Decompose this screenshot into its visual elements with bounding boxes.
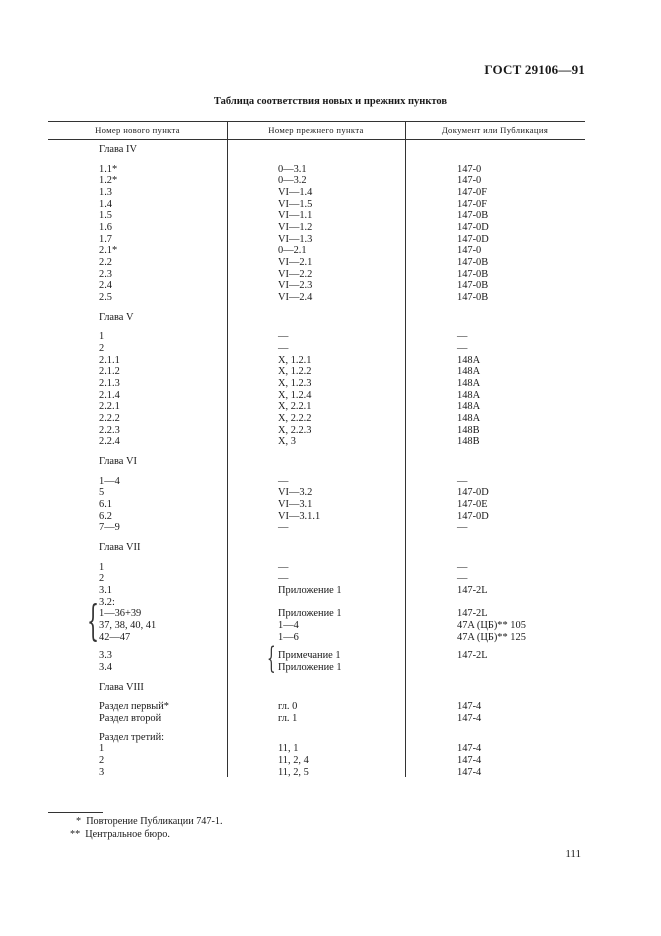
cell-new-number: 1—4 [99,475,120,487]
cell-document: 147-0B [457,292,489,304]
cell-old-number: VI—1.5 [278,198,313,210]
cell-old-number: VI—2.4 [278,292,313,304]
chapter-heading-row [0,681,661,695]
cell-old-number: VI—2.3 [278,280,313,292]
cell-document: 148A [457,378,481,389]
cell-new-number: 2.2.3 [99,424,120,436]
cell-new-number: 1.7 [99,233,112,245]
table-row [0,331,661,343]
cell-new-number: Глава VIII [99,681,144,693]
cell-document: 148A [457,389,481,401]
table-row [0,701,661,713]
cell-old-number: VI—3.2 [278,487,313,499]
cell-document: 147-0E [457,499,488,510]
table-row [0,662,661,674]
cell-old-number: 0—3.2 [278,175,307,187]
table-row [0,562,661,574]
cell-document: 148A [457,413,481,425]
cell-old-number: 11, 2, 5 [278,766,309,778]
table-row [0,585,661,597]
cell-document: 147-4 [457,766,482,778]
table-row [0,499,661,511]
cell-new-number: 2 [99,342,105,354]
cell-old-number: VI—1.3 [278,233,313,245]
cell-new-number: 1.2* [99,175,118,187]
cell-document: 147-4 [457,755,482,766]
table-row [0,222,661,234]
cell-new-number: 1.5 [99,210,112,222]
cell-old-number: — [278,475,289,487]
cell-old-number: VI—1.1 [278,210,313,222]
cell-old-number: X, 2.2.2 [278,413,312,425]
table-row [0,210,661,222]
cell-new-number: 2 [99,755,105,766]
cell-document: — [457,342,468,354]
cell-document: 147-0F [457,198,488,210]
cell-document: — [457,561,468,573]
cell-old-number: — [278,522,289,534]
chapter-heading-row [0,311,661,325]
cell-old-number: X, 1.2.4 [278,389,312,401]
cell-new-number: Раздел третий: [99,731,165,743]
cell-new-number: 37, 38, 40, 41 [99,620,157,631]
cell-document: 147-0D [457,221,489,233]
cell-new-number: 2.2 [99,257,112,268]
table-row [0,522,661,534]
cell-new-number: 2.2.2 [99,413,120,425]
table-row [0,425,661,437]
cell-old-number: VI—1.2 [278,221,313,233]
brace-middle-group: { [267,641,276,676]
cell-document: — [457,331,468,343]
cell-document: 147-0 [457,175,482,187]
row-spacer [0,725,661,732]
cell-new-number: 1.4 [99,198,112,210]
cell-new-number: Глава VI [99,456,137,468]
cell-old-number: гл. 1 [278,712,298,724]
table-row [0,413,661,425]
cell-document: 148B [457,424,480,436]
cell-new-number: 2.1.4 [99,389,120,401]
table-row [0,713,661,725]
cell-old-number: VI—3.1 [278,499,313,510]
cell-old-number: — [278,561,289,573]
table-body [0,143,661,778]
cell-new-number: 7—9 [99,522,120,534]
cell-document: 148A [457,401,481,413]
table-row [0,608,661,620]
cell-new-number: 6.1 [99,499,112,510]
cell-new-number: Раздел первый* [99,701,169,713]
row-spacer [0,324,661,331]
cell-document: 147-4 [457,743,482,755]
cell-document: 148A [457,354,481,366]
table-row [0,280,661,292]
cell-new-number: Глава V [99,311,134,323]
cell-old-number: — [278,573,289,585]
cell-old-number: VI—2.2 [278,268,313,280]
cell-document: 148A [457,366,481,378]
cell-old-number: 0—2.1 [278,245,307,257]
cell-old-number: гл. 0 [278,701,298,713]
cell-new-number: 1 [99,561,105,573]
cell-old-number: 11, 1 [278,743,299,755]
table-row [0,650,661,662]
cell-document: 147-4 [457,701,482,713]
cell-new-number: 3.2: [99,596,115,608]
cell-document: 147-0 [457,245,482,257]
table-row [0,767,661,779]
cell-new-number: 2.1.2 [99,366,120,378]
row-spacer [0,674,661,681]
cell-new-number: 1 [99,743,105,755]
row-spacer [0,534,661,541]
table-row [0,743,661,755]
cell-old-number: VI—2.1 [278,257,313,268]
cell-document: 147-0F [457,186,488,198]
cell-document: — [457,475,468,487]
cell-document: 147-4 [457,712,482,724]
table-row [0,487,661,499]
cell-old-number: Приложение 1 [278,662,342,674]
cell-old-number: — [278,331,289,343]
page-number: 111 [565,848,581,860]
cell-document: 147-0D [457,510,489,522]
cell-new-number: 5 [99,487,105,499]
table-row [0,511,661,523]
cell-old-number: X, 2.2.3 [278,424,312,436]
cell-old-number: 1—6 [278,631,299,643]
cell-new-number: 2.4 [99,280,112,292]
cell-document: — [457,522,468,534]
footnote-rule [48,812,103,813]
table-row [0,632,661,644]
cell-old-number: X, 2.2.1 [278,401,312,413]
table-row [0,620,661,632]
table-title: Таблица соответствия новых и прежних пунктов [213,96,448,107]
table-row [0,257,661,269]
standard-code: ГОСТ 29106—91 [484,62,585,77]
cell-new-number: Глава IV [99,144,137,155]
table-row [0,390,661,402]
cell-new-number: 2.2.1 [99,401,120,413]
cell-new-number: 3.1 [99,584,112,596]
row-spacer [0,304,661,311]
table-row [0,732,661,744]
cell-new-number: 2.1* [99,245,118,257]
cell-old-number: — [278,342,289,354]
table-row [0,401,661,413]
cell-new-number: 2.3 [99,268,112,280]
cell-new-number: 6.2 [99,510,112,522]
table-row [0,597,661,609]
footnote-2 [70,829,170,840]
column-header-document: Документ или Публикация [441,125,549,135]
table-row [0,476,661,488]
cell-document: 147-0D [457,233,489,245]
cell-old-number: X, 1.2.2 [278,366,312,378]
cell-new-number: 3.3 [99,650,112,662]
cell-old-number: X, 1.2.1 [278,354,312,366]
cell-new-number: 1.6 [99,221,112,233]
table-row [0,199,661,211]
table-row [0,755,661,767]
table-row [0,175,661,187]
table-row [0,245,661,257]
cell-old-number: Приложение 1 [278,608,342,620]
cell-new-number: 2.1.1 [99,354,120,366]
table-header-rule [48,139,585,140]
cell-old-number: X, 1.2.3 [278,378,312,389]
chapter-heading-row [0,541,661,555]
cell-document: 47A (ЦБ)** 125 [457,631,526,643]
cell-old-number: Приложение 1 [278,584,342,596]
cell-old-number: VI—1.4 [278,186,313,198]
cell-old-number: Примечание 1 [278,650,341,662]
table-row [0,269,661,281]
cell-new-number: 2 [99,573,105,585]
table-row [0,573,661,585]
table-row [0,355,661,367]
row-spacer [0,643,661,650]
cell-new-number: 3.4 [99,662,112,674]
cell-document: 147-2L [457,650,488,662]
cell-old-number: 11, 2, 4 [278,755,309,766]
row-spacer [0,555,661,562]
row-spacer [0,694,661,701]
cell-document: 147-2L [457,608,488,620]
cell-document: 147-0B [457,210,489,222]
cell-new-number: 1—36+39 [99,608,142,620]
cell-new-number: 3 [99,766,105,778]
cell-document: 47A (ЦБ)** 105 [457,620,526,631]
footnote-text: Повторение Публикации 747-1. [86,816,223,827]
row-spacer [0,448,661,455]
cell-new-number: Глава VII [99,542,141,554]
cell-new-number: 1.1* [99,163,118,175]
table-row [0,366,661,378]
footnote-1 [76,816,223,827]
column-header-new: Номер нового пункта [95,125,180,135]
cell-document: 147-2L [457,584,488,596]
cell-document: 147-0B [457,268,489,280]
row-spacer [0,469,661,476]
footnote-mark: ** [70,829,81,840]
cell-document: 147-0 [457,163,482,175]
table-row [0,234,661,246]
cell-document: 147-0B [457,280,489,292]
cell-old-number: VI—3.1.1 [278,510,321,522]
cell-document: 148B [457,436,480,448]
table-row [0,292,661,304]
table-top-rule [48,121,585,122]
table-row [0,187,661,199]
table-row [0,378,661,390]
chapter-heading-row [0,143,661,157]
footnote-mark: * [76,816,82,827]
cell-new-number: 2.1.3 [99,378,120,389]
column-header-old: Номер прежнего пункта [268,125,364,135]
cell-old-number: X, 3 [278,436,296,448]
cell-new-number: 2.2.4 [99,436,120,448]
row-spacer [0,157,661,164]
cell-new-number: Раздел второй [99,712,162,724]
table-row [0,436,661,448]
cell-new-number: 2.5 [99,292,112,304]
cell-old-number: 1—4 [278,620,299,631]
cell-document: — [457,573,468,585]
table-row [0,164,661,176]
cell-document: 147-0B [457,257,489,268]
brace-left-group: { [87,596,100,645]
cell-old-number: 0—3.1 [278,163,307,175]
table-row [0,343,661,355]
footnote-text: Центральное бюро. [85,829,170,840]
cell-document: 147-0D [457,487,489,499]
chapter-heading-row [0,455,661,469]
cell-new-number: 1.3 [99,186,112,198]
cell-new-number: 42—47 [99,631,131,643]
cell-new-number: 1 [99,331,105,343]
